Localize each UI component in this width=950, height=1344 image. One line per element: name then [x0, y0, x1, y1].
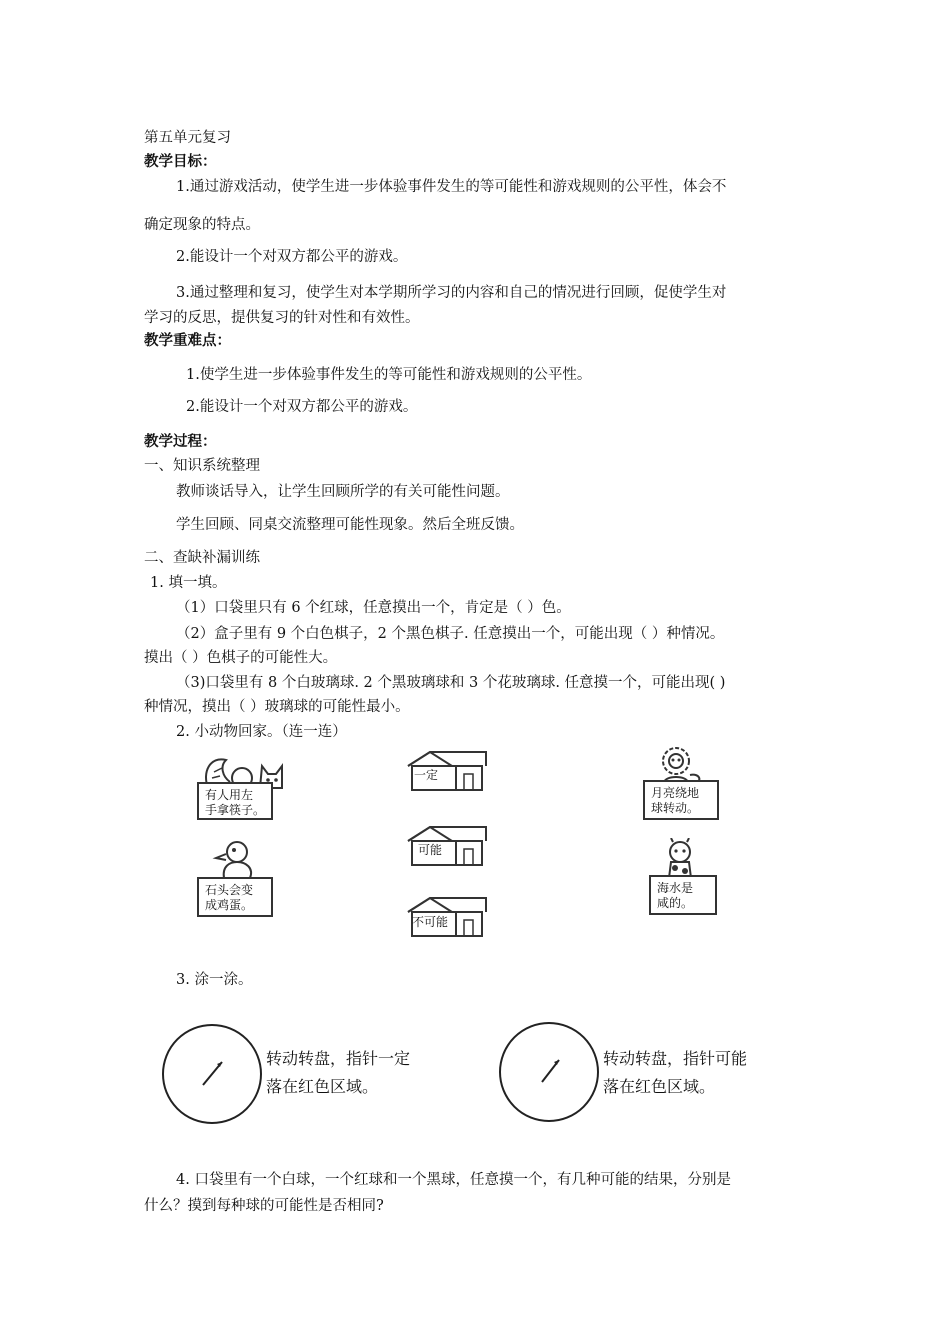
giraffe-icon: [655, 838, 705, 878]
section1-p2: 学生回顾、同桌交流整理可能性现象。然后全班反馈。: [176, 517, 524, 533]
q2-title: 2. 小动物回家。（连一连）: [176, 724, 347, 740]
sign-left-2-line2: 成鸡蛋。: [205, 898, 254, 912]
keypoint-1: 1.使学生进一步体验事件发生的等可能性和游戏规则的公平性。: [186, 367, 592, 383]
spinner-1-icon[interactable]: [160, 1022, 264, 1126]
duck-icon: [212, 838, 262, 880]
house-label-1: 一定: [414, 768, 439, 782]
q4-line2: 什么？摸到每种球的可能性是否相同?: [144, 1198, 384, 1214]
section2-title: 二、查缺补漏训练: [144, 550, 260, 566]
goal-1-line2: 确定现象的特点。: [144, 217, 260, 233]
spinner-2-icon[interactable]: [497, 1020, 601, 1124]
sign-right-1-line1: 月亮绕地: [651, 786, 700, 800]
q4-line1: 4. 口袋里有一个白球，一个红球和一个黑球，任意摸一个，有几种可能的结果，分别是: [176, 1172, 731, 1188]
sign-left-2[interactable]: [197, 877, 273, 917]
sign-right-2-line2: 咸的。: [657, 896, 694, 910]
goal-3-line2: 学习的反思，提供复习的针对性和有效性。: [144, 310, 420, 326]
lion-icon: [650, 745, 706, 785]
spinner-1-line1: 转动转盘，指针一定: [266, 1049, 411, 1068]
q1-3-line2: 种情况，摸出（ ）玻璃球的可能性最小。: [144, 699, 410, 715]
q1-2-line2: 摸出（ ）色棋子的可能性大。: [144, 650, 338, 666]
q1-3-line1: （3)口袋里有 8 个白玻璃球. 2 个黑玻璃球和 3 个花玻璃球. 任意摸一个，可能出现( ): [176, 675, 726, 691]
goal-3-line1: 3.通过整理和复习，使学生对本学期所学习的内容和自己的情况进行回顾，促使学生对: [176, 285, 727, 301]
house-label-2: 可能: [418, 843, 443, 857]
doc-title: 第五单元复习: [144, 130, 231, 146]
spinner-2-line1: 转动转盘，指针可能: [603, 1049, 748, 1068]
sign-right-2-line1: 海水是: [657, 881, 694, 895]
q1-1: （1）口袋里只有 6 个红球，任意摸出一个，肯定是（ ）色。: [176, 600, 571, 616]
house-possible-icon[interactable]: [404, 823, 490, 869]
goal-2: 2.能设计一个对双方都公平的游戏。: [176, 249, 408, 265]
goal-1-line1: 1.通过游戏活动，使学生进一步体验事件发生的等可能性和游戏规则的公平性，体会不: [176, 179, 727, 195]
sign-left-1[interactable]: [197, 782, 273, 820]
q1-2-line1: （2）盒子里有 9 个白色棋子，2 个黑色棋子. 任意摸出一个，可能出现（ ）种情况。: [176, 626, 725, 642]
section1-p1: 教师谈话导入，让学生回顾所学的有关可能性问题。: [176, 484, 510, 500]
sign-left-1-line1: 有人用左: [205, 788, 254, 802]
sign-left-2-line1: 石头会变: [205, 883, 254, 897]
spinner-2-line2: 落在红色区域。: [603, 1077, 716, 1096]
keypoints-heading: 教学重难点：: [144, 333, 231, 349]
house-label-3: 不可能: [412, 915, 449, 929]
sign-right-1-line2: 球转动。: [651, 801, 700, 815]
q1-title: 1. 填一填。: [150, 575, 227, 591]
sign-right-2[interactable]: [649, 875, 717, 915]
sign-right-1[interactable]: [643, 780, 719, 820]
spinner-1-line2: 落在红色区域。: [266, 1077, 379, 1096]
keypoint-2: 2.能设计一个对双方都公平的游戏。: [186, 399, 418, 415]
sign-left-1-line2: 手拿筷子。: [205, 803, 266, 817]
section1-title: 一、知识系统整理: [144, 458, 260, 474]
process-heading: 教学过程：: [144, 434, 217, 450]
goals-heading: 教学目标：: [144, 154, 217, 170]
q3-title: 3. 涂一涂。: [176, 972, 253, 988]
